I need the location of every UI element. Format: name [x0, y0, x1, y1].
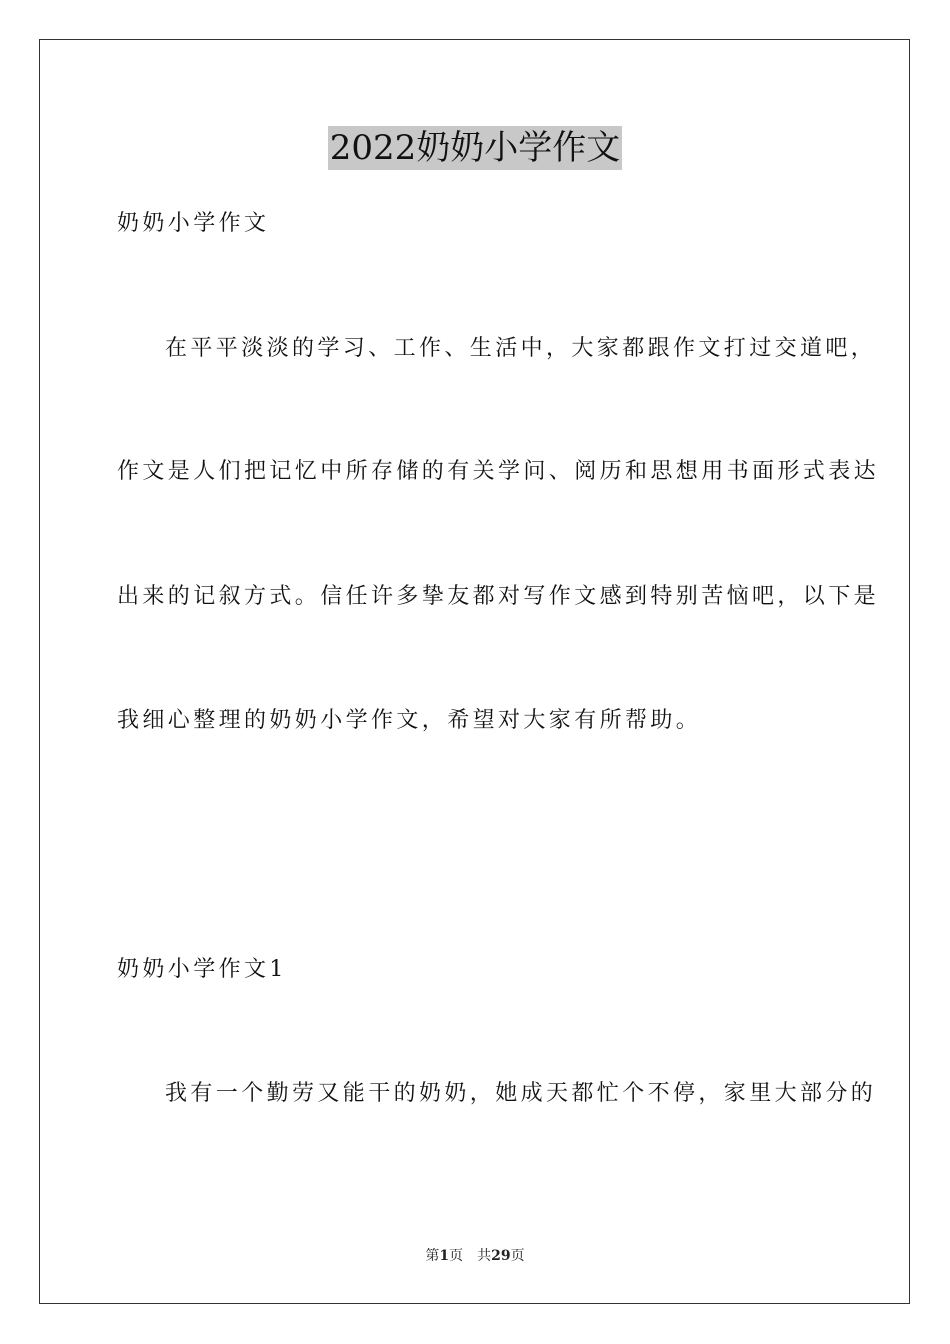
- document-title: [0, 126, 950, 176]
- footer-page-current: 1: [439, 1248, 450, 1264]
- page-footer: [0, 1246, 950, 1266]
- paragraph-line: 出来的记叙方式。信任许多挚友都对写作文感到特别苦恼吧，以下是: [117, 584, 880, 609]
- paragraph-line: 在平平淡淡的学习、工作、生活中，大家都跟作文打过交道吧，: [165, 336, 877, 361]
- footer-page-total: 29: [491, 1248, 511, 1264]
- footer-page-suffix: 页: [510, 1248, 525, 1264]
- paragraph-line: 我细心整理的奶奶小学作文，希望对大家有所帮助。: [117, 708, 702, 733]
- footer-page-prefix: 第: [425, 1248, 440, 1264]
- document-subtitle: 奶奶小学作文: [117, 211, 270, 236]
- section-heading: 奶奶小学作文1: [117, 957, 287, 982]
- document-title-text: 2022奶奶小学作文: [329, 128, 621, 168]
- footer-page-mid: 页 共: [449, 1248, 492, 1264]
- paragraph-line: 我有一个勤劳又能干的奶奶，她成天都忙个不停，家里大部分的: [165, 1081, 877, 1106]
- paragraph-line: 作文是人们把记忆中所存储的有关学问、阅历和思想用书面形式表达: [117, 459, 880, 484]
